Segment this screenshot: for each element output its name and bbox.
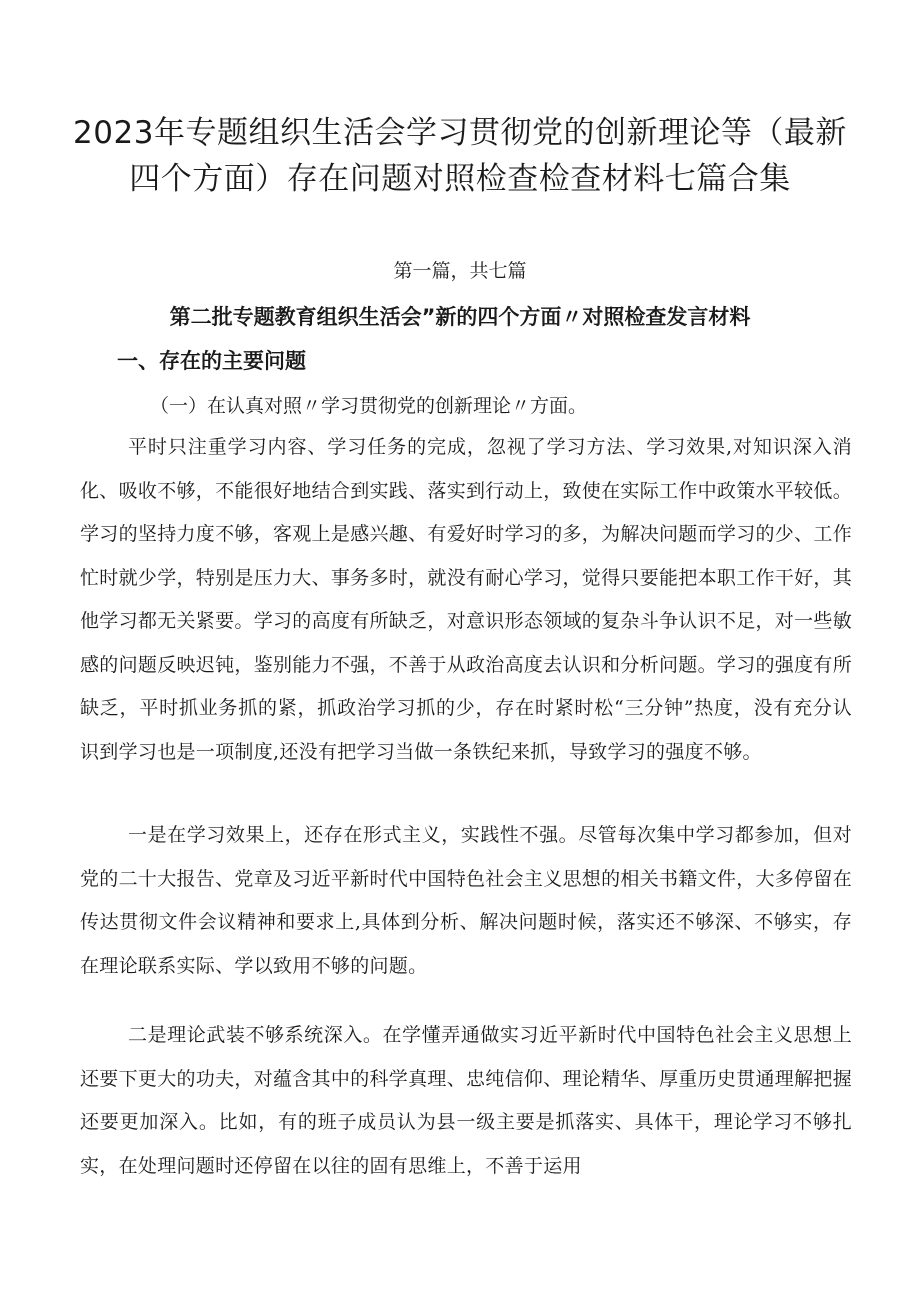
sub-heading: （一）在认真对照〃学习贯彻党的创新理论〃方面。 [150, 395, 588, 417]
paragraph-3: 二是理论武装不够系统深入。在学懂弄通做实习近平新时代中国特色社会主义思想上还要下更大的功夫，对蕴含其中的科学真理、忠纯信仰、理论精华、厚重历史贯通理解把握还要更加深入。比如，有的班子成员认为县一级主要是抓落实、具体干，理论学习不够扎实，在处理问题时还停留在以往的固有思维上，不善于运用 [80, 1024, 853, 1177]
document-title: 2023年专题组织生活会学习贯彻党的创新理论等（最新四个方面）存在问题对照检查检查材料七篇合集 [73, 115, 847, 197]
section-heading: 一、存在的主要问题 [117, 349, 306, 373]
paragraph-1: 平时只注重学习内容、学习任务的完成，忽视了学习方法、学习效果,对知识深入消化、吸收不够，不能很好地结合到实践、落实到行动上，致使在实际工作中政策水平较低。学习的坚持力度不够，客观上是感兴趣、有爱好时学习的多，为解决问题而学习的少、工作忙时就少学，特别是压力大、事务多时，就没有耐心学习，觉得只要能把本职工作干好，其他学习都无关紧要。学习的高度有所缺乏，对意识形态领域的复杂斗争认识不足，对一些敏感的问题反映迟钝，鉴别能力不强，不善于从政治高度去认识和分析问题。学习的强度有所缺乏，平时抓业务抓的紧，抓政治学习抓的少，存在时紧时松“三分钟”热度，没有充分认识到学习也是一项制度,还没有把学习当做一条铁纪来抓，导致学习的强度不够。 [80, 436, 853, 763]
chapter-label: 第一篇，共七篇 [393, 260, 527, 282]
document-subtitle: 第二批专题教育组织生活会”新的四个方面〃对照检查发言材料 [169, 305, 751, 329]
paragraph-2: 一是在学习效果上，还存在形式主义，实践性不强。尽管每次集中学习都参加，但对党的二十大报告、党章及习近平新时代中国特色社会主义思想的相关书籍文件，大多停留在传达贯彻文件会议精神和要求上,具体到分析、解决问题时候，落实还不够深、不够实，存在理论联系实际、学以致用不够的问题。 [80, 824, 853, 977]
